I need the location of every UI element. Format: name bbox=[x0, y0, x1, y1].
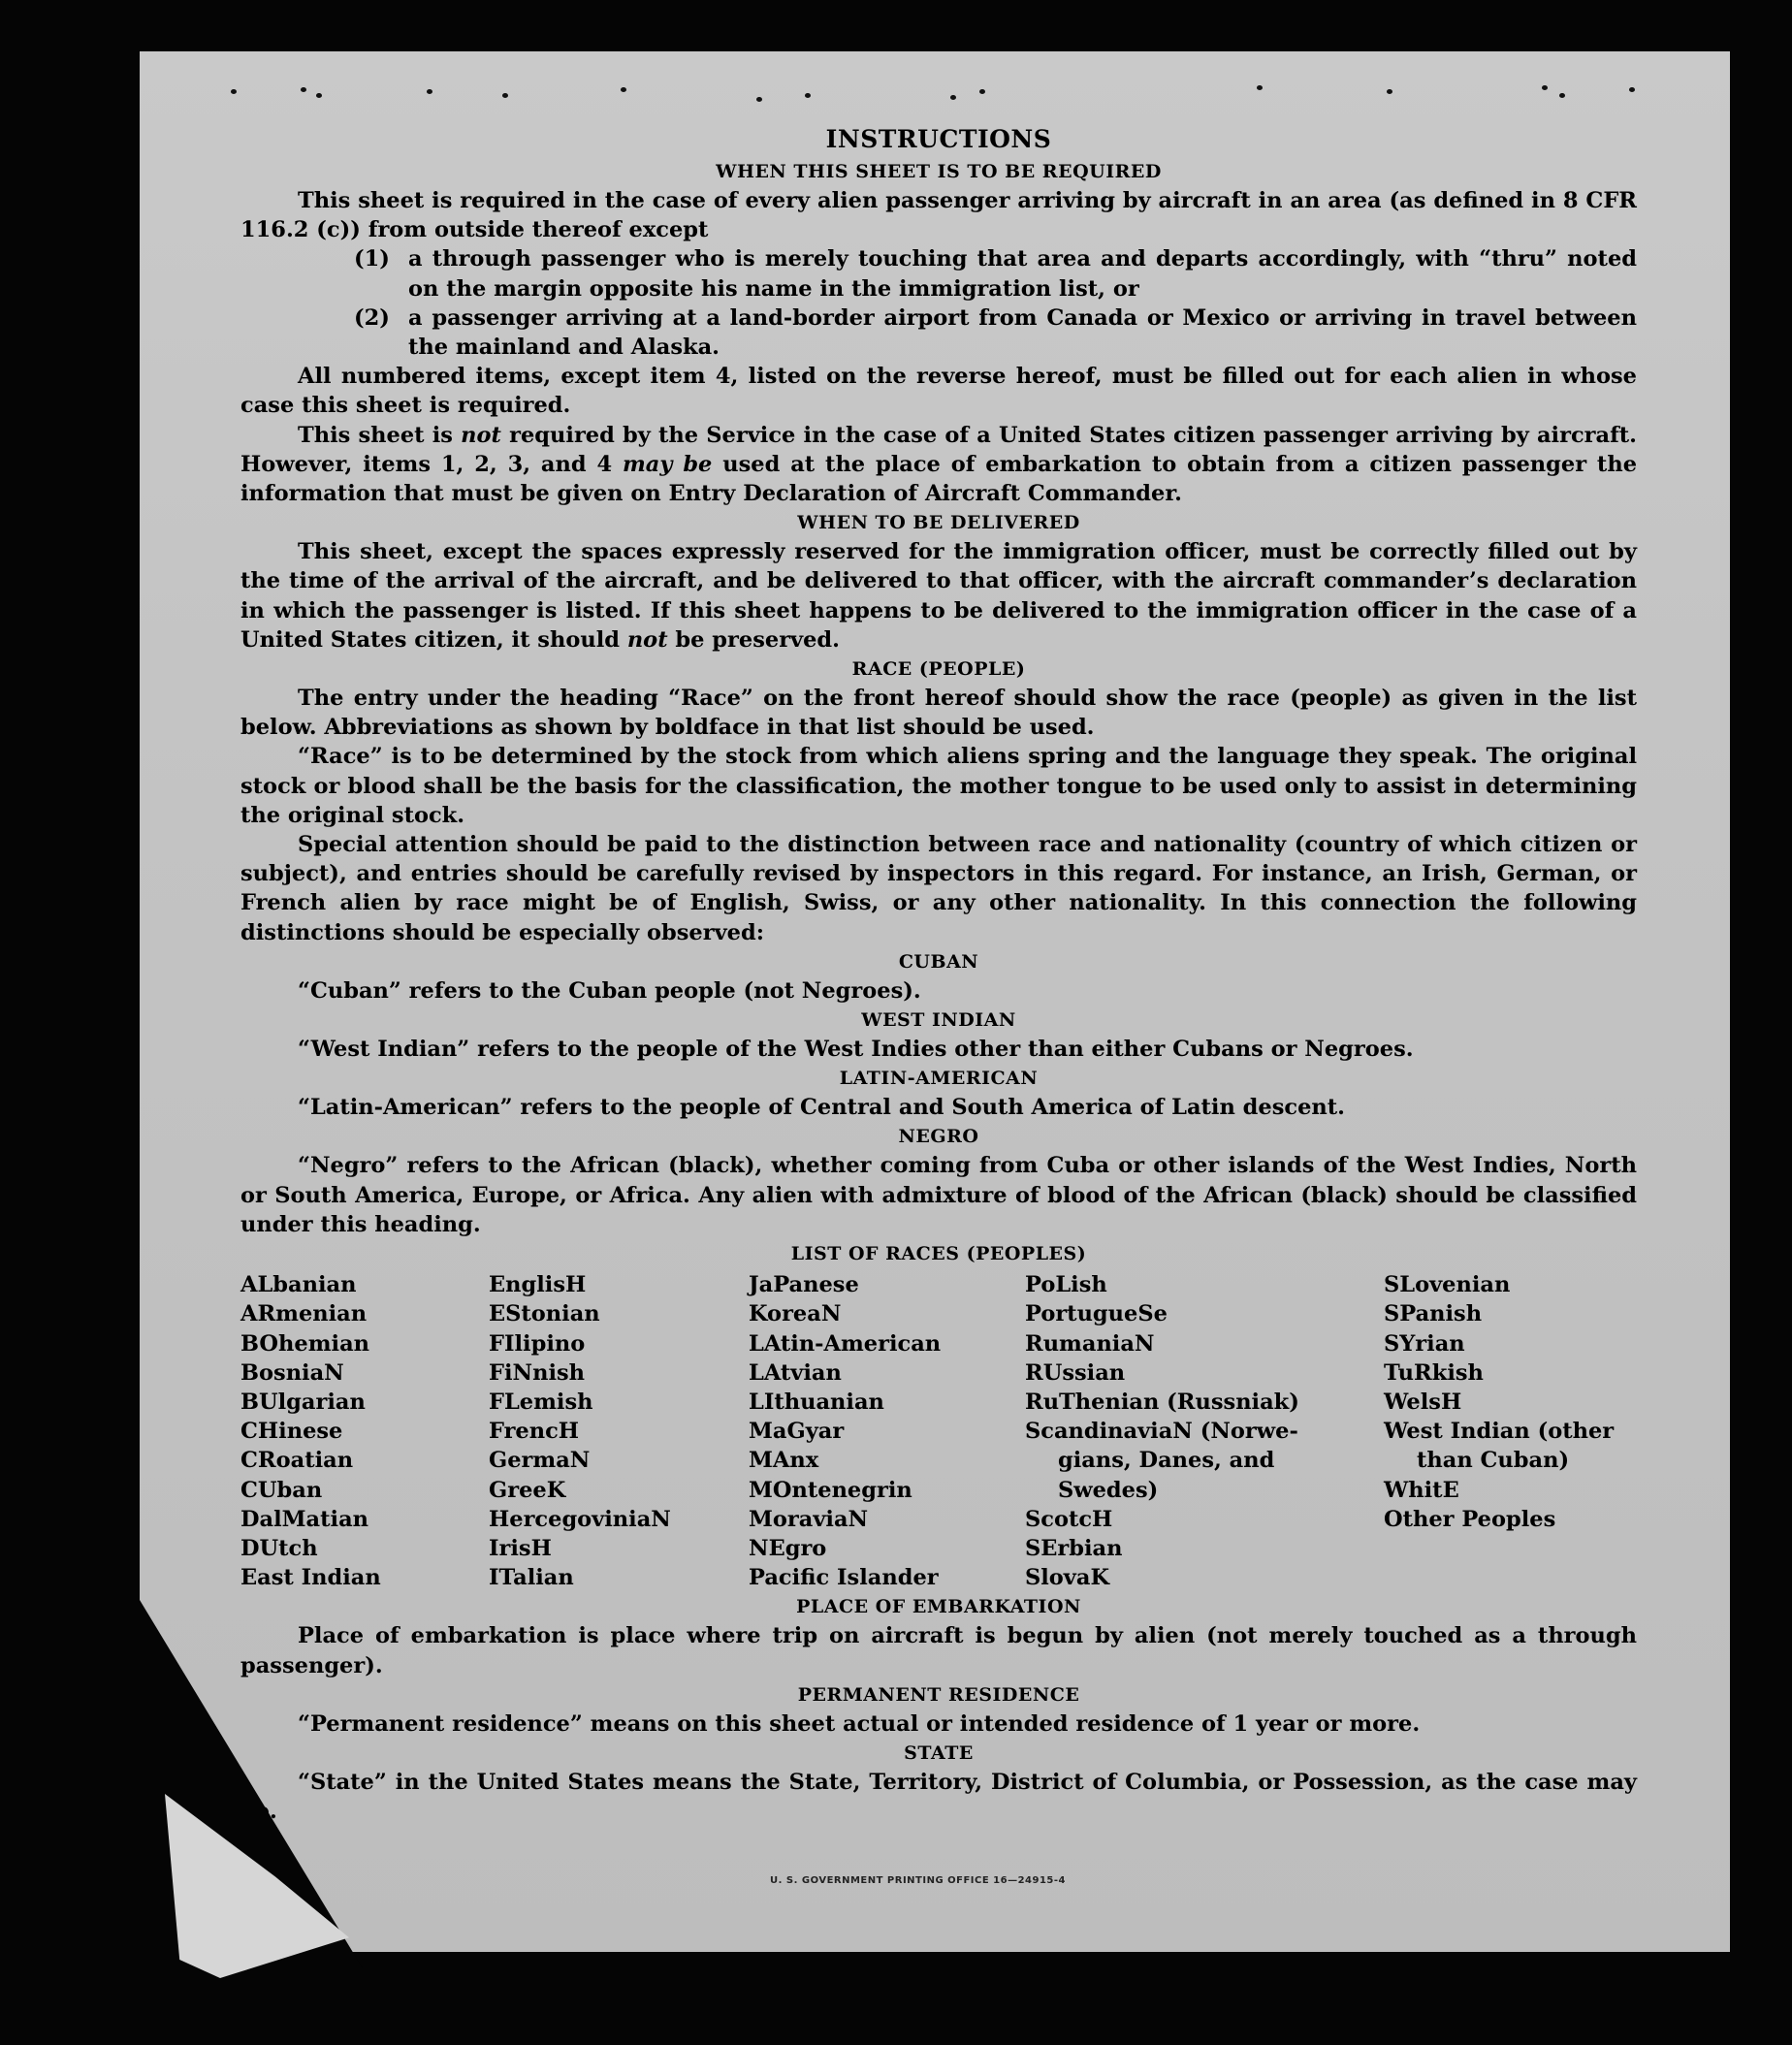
paragraph-latin-american: “Latin-American” refers to the people of Central and South America of Latin descent. bbox=[298, 1095, 1345, 1121]
paragraph-cuban: “Cuban” refers to the Cuban people (not Negroes). bbox=[298, 977, 921, 1004]
race-item: SlovaK bbox=[1025, 1565, 1110, 1591]
section-heading-required: WHEN THIS SHEET IS TO BE REQUIRED bbox=[716, 161, 1162, 182]
race-item: CUban bbox=[240, 1477, 323, 1503]
instructions-content bbox=[240, 124, 1637, 1826]
exception-item-1 bbox=[354, 244, 1637, 303]
race-item: WhitE bbox=[1384, 1477, 1459, 1503]
section-heading-state: STATE bbox=[904, 1741, 974, 1764]
paragraph-citizen bbox=[240, 421, 1637, 509]
paragraph-delivered-part-2: be preserved. bbox=[667, 626, 841, 653]
race-item: ITalian bbox=[489, 1565, 574, 1591]
race-item: IrisH bbox=[489, 1535, 552, 1561]
race-item: CHinese bbox=[240, 1419, 343, 1445]
race-item: RumaniaN bbox=[1025, 1330, 1155, 1357]
exception-item-1-number: (1) bbox=[354, 246, 390, 272]
race-item: RuThenian (Russniak) bbox=[1025, 1389, 1299, 1415]
section-heading-permanent-residence: PERMANENT RESIDENCE bbox=[797, 1683, 1080, 1706]
race-item: PortugueSe bbox=[1025, 1301, 1168, 1327]
races-column-3 bbox=[749, 1270, 1025, 1592]
section-heading-race: RACE (PEOPLE) bbox=[851, 658, 1026, 681]
section-heading-west-indian: WEST INDIAN bbox=[861, 1009, 1016, 1032]
paragraph-permanent-residence: “Permanent residence” means on this sheet actual or intended residence of 1 year or more. bbox=[298, 1710, 1421, 1737]
race-item: FLemish bbox=[489, 1389, 593, 1415]
paragraph-delivered bbox=[240, 537, 1637, 655]
paragraph-negro: “Negro” refers to the African (black), whether coming from Cuba or other islands of the West Indies, North or South America, Europe, or Africa. Any alien with admixture of blood of the African (black) should be classified under this heading. bbox=[240, 1153, 1637, 1237]
races-column-4 bbox=[1025, 1270, 1384, 1592]
instructions-title: INSTRUCTIONS bbox=[825, 125, 1052, 153]
race-item: LAtin-American bbox=[749, 1330, 942, 1357]
section-heading-cuban: CUBAN bbox=[898, 950, 979, 973]
printing-office-imprint: U. S. GOVERNMENT PRINTING OFFICE 16—24915-4 bbox=[770, 1875, 1066, 1886]
races-list bbox=[240, 1270, 1637, 1592]
paragraph-numbered-items: All numbered items, except item 4, listed on the reverse hereof, must be filled out for each alien in whose case this sheet is required. bbox=[240, 364, 1637, 419]
race-item: SErbian bbox=[1025, 1535, 1123, 1561]
race-item: JaPanese bbox=[749, 1272, 859, 1298]
section-heading-list-of-races: LIST OF RACES (PEOPLES) bbox=[790, 1243, 1087, 1265]
races-column-1 bbox=[240, 1270, 489, 1592]
paragraph-citizen-part-2: required by the Service in the case of a United States citizen passenger arriving by aircraft. However, items 1, 2, 3, and 4 bbox=[240, 422, 1637, 477]
race-item: TuRkish bbox=[1384, 1359, 1484, 1386]
race-item: Pacific Islander bbox=[749, 1565, 939, 1591]
races-column-2 bbox=[489, 1270, 749, 1592]
paragraph-west-indian: “West Indian” refers to the people of the West Indies other than either Cubans or Negroes. bbox=[298, 1037, 1414, 1063]
race-item: MaGyar bbox=[749, 1419, 845, 1445]
race-item: SLovenian bbox=[1384, 1272, 1511, 1298]
section-heading-delivered: WHEN TO BE DELIVERED bbox=[797, 512, 1080, 534]
race-item: DalMatian bbox=[240, 1506, 369, 1532]
race-item: PoLish bbox=[1025, 1272, 1107, 1298]
race-item-continued: than Cuban) bbox=[1417, 1448, 1570, 1474]
paragraph-race-entry-part-2: in that list should be used. bbox=[759, 715, 1095, 741]
race-item: FrencH bbox=[489, 1419, 580, 1445]
race-item: GreeK bbox=[489, 1477, 566, 1503]
race-item: MoraviaN bbox=[749, 1506, 869, 1532]
paragraph-required: This sheet is required in the case of every alien passenger arriving by aircraft in an area (as defined in 8 CFR 116.2 (c)) from outside thereof except bbox=[240, 188, 1637, 243]
exception-item-2 bbox=[354, 304, 1637, 362]
race-item: CRoatian bbox=[240, 1448, 354, 1474]
race-item: MOntenegrin bbox=[749, 1477, 912, 1503]
race-item: NEgro bbox=[749, 1535, 827, 1561]
race-item: BosniaN bbox=[240, 1359, 344, 1386]
race-item: WelsH bbox=[1384, 1389, 1462, 1415]
paragraph-citizen-part-3: used at the place of embarkation to obtain from a citizen passenger the information that must be given on Entry Declaration of Aircraft Commander. bbox=[240, 451, 1638, 507]
race-item: ARmenian bbox=[240, 1301, 368, 1327]
paragraph-delivered-part-1: This sheet, except the spaces expressly reserved for the immigration officer, must be correctly filled out by the time of the arrival of the aircraft, and be delivered to that officer, with the aircraft commander’s declaration in which the passenger is listed. If this sheet happens to be delivered to the immigration officer in the case of a United States citizen, it should bbox=[240, 539, 1637, 653]
section-heading-embarkation: PLACE OF EMBARKATION bbox=[796, 1596, 1081, 1618]
paragraph-race-stock: “Race” is to be determined by the stock from which aliens spring and the language they speak. The original stock or blood shall be the basis for the classification, the mother tongue to be used only to assist in determining the original stock. bbox=[240, 744, 1637, 828]
race-item: West Indian (other bbox=[1384, 1419, 1615, 1445]
race-item: GermaN bbox=[489, 1448, 591, 1474]
paragraph-citizen-part-1: This sheet is bbox=[298, 422, 462, 448]
race-item-continued: Swedes) bbox=[1058, 1477, 1159, 1503]
race-item: East Indian bbox=[240, 1565, 381, 1591]
race-item: ScandinaviaN (Norwe- bbox=[1025, 1419, 1298, 1445]
emphasis-may-be: may be bbox=[623, 451, 713, 477]
race-item: DUtch bbox=[240, 1535, 318, 1561]
paragraph-embarkation: Place of embarkation is place where trip on aircraft is begun by alien (not merely touched as a through passenger). bbox=[240, 1623, 1637, 1678]
race-item: RUssian bbox=[1025, 1359, 1126, 1386]
race-item: LAtvian bbox=[749, 1359, 842, 1386]
race-item: SYrian bbox=[1384, 1330, 1465, 1357]
exception-item-2-text: a passenger arriving at a land-border airport from Canada or Mexico or arriving in travel between the mainland and Alaska. bbox=[408, 304, 1637, 361]
exception-item-2-number: (2) bbox=[354, 304, 390, 331]
emphasis-not: not bbox=[461, 422, 501, 448]
race-item: SPanish bbox=[1384, 1301, 1483, 1327]
races-column-5 bbox=[1384, 1270, 1637, 1592]
race-item: HercegoviniaN bbox=[489, 1506, 671, 1532]
race-item-continued: gians, Danes, and bbox=[1058, 1448, 1275, 1474]
paragraph-race-entry bbox=[240, 684, 1637, 742]
paragraph-state: “State” in the United States means the State, Territory, District of Columbia, or Possession, as the case may be. bbox=[240, 1769, 1637, 1825]
race-item: EStonian bbox=[489, 1301, 600, 1327]
section-heading-negro: NEGRO bbox=[898, 1126, 979, 1148]
emphasis-not-preserved: not bbox=[626, 626, 668, 653]
race-item: FIlipino bbox=[489, 1330, 586, 1357]
race-item: ALbanian bbox=[240, 1272, 357, 1298]
race-item: FiNnish bbox=[489, 1359, 586, 1386]
paragraph-race-entry-part-1: The entry under the heading “Race” on the front hereof should show the race (people) as given in the list below. Abbreviations as shown by bbox=[240, 686, 1637, 741]
emphasis-boldface: boldface bbox=[655, 715, 760, 741]
race-item: ScotcH bbox=[1025, 1506, 1113, 1532]
race-item: BOhemian bbox=[240, 1330, 370, 1357]
race-item: MAnx bbox=[749, 1448, 819, 1474]
section-heading-latin-american: LATIN-AMERICAN bbox=[839, 1068, 1039, 1090]
race-item: LIthuanian bbox=[749, 1389, 884, 1415]
race-item: EnglisH bbox=[489, 1272, 587, 1298]
race-item: Other Peoples bbox=[1384, 1506, 1556, 1532]
race-item: KoreaN bbox=[749, 1301, 842, 1327]
race-item: BUlgarian bbox=[240, 1389, 366, 1415]
exception-item-1-text: a through passenger who is merely touching that area and departs accordingly, with “thru” noted on the margin opposite his name in the immigration list, or bbox=[408, 246, 1637, 302]
paragraph-race-nationality: Special attention should be paid to the distinction between race and nationality (country of which citizen or subject), and entries should be carefully revised by inspectors in this regard. For instance, an Irish, German, or French alien by race might be of English, Swiss, or any other nationality. In this connection the following distinctions should be especially observed: bbox=[240, 832, 1637, 945]
